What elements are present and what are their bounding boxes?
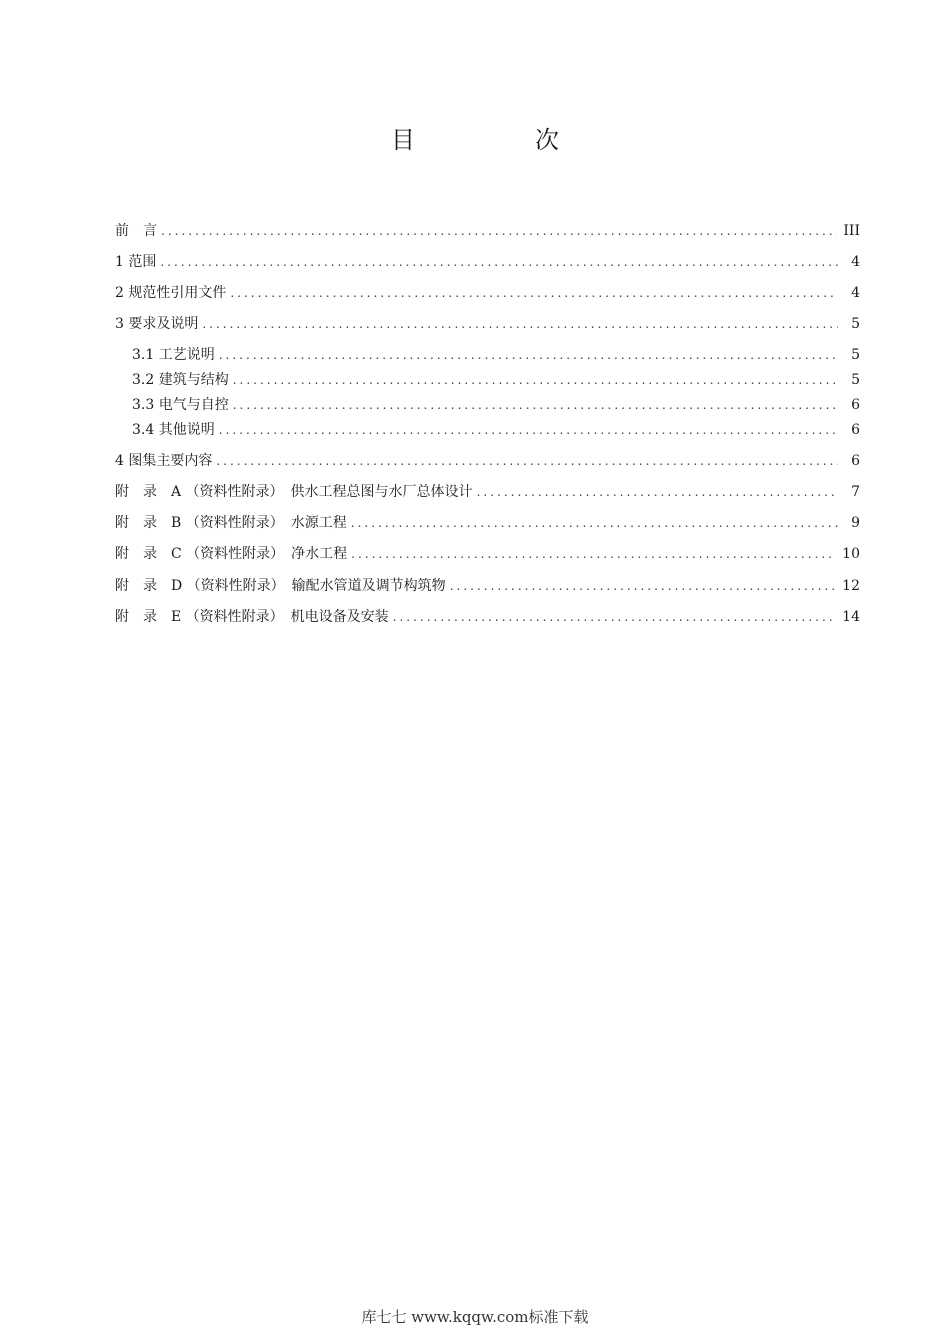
toc-entry-page-number: 6	[851, 453, 860, 469]
toc-entry-page-number: 4	[851, 254, 860, 270]
toc-entry-page-number: 7	[851, 484, 860, 500]
toc-leader-dots	[351, 512, 838, 534]
toc-leader-dots	[230, 282, 838, 304]
toc-leader-dots	[393, 606, 837, 628]
toc-entry[interactable]	[115, 220, 860, 242]
toc-title: 目 次	[391, 126, 607, 154]
toc-leader-dots	[219, 419, 838, 441]
toc-entry-page-number: 5	[851, 347, 860, 363]
toc-entry[interactable]	[115, 543, 860, 565]
toc-entry[interactable]	[115, 575, 860, 597]
toc-entry[interactable]	[115, 394, 860, 416]
toc-entry-page-number: 10	[842, 546, 860, 562]
toc-entry-page-number: 4	[851, 285, 860, 301]
toc-leader-dots	[202, 313, 838, 335]
toc-entry-label: 3 要求及说明	[115, 316, 199, 332]
toc-entry-page-number: 6	[851, 397, 860, 413]
toc-entry[interactable]	[115, 512, 860, 534]
page-footer: 库七七 www.kqqw.com标准下载	[361, 1308, 589, 1326]
toc-entry-label: 4 图集主要内容	[115, 453, 213, 469]
toc-entry[interactable]	[115, 313, 860, 335]
toc-leader-dots	[216, 450, 838, 472]
toc-entry-label: 3.3 电气与自控	[132, 397, 229, 413]
toc-entry[interactable]	[115, 606, 860, 628]
toc-entry[interactable]	[115, 419, 860, 441]
toc-entry-page-number: III	[843, 223, 860, 239]
toc-entry-label: 附 录 B （资料性附录） 水源工程	[115, 515, 347, 531]
toc-entry-label: 2 规范性引用文件	[115, 285, 227, 301]
table-of-contents	[115, 220, 860, 628]
toc-leader-dots	[233, 394, 838, 416]
toc-entry-page-number: 12	[842, 578, 860, 594]
toc-entry-label: 3.1 工艺说明	[132, 347, 215, 363]
toc-entry[interactable]	[115, 481, 860, 503]
toc-entry-label: 1 范围	[115, 254, 157, 270]
toc-entry-page-number: 9	[851, 515, 860, 531]
toc-leader-dots	[233, 369, 838, 391]
toc-entry-page-number: 5	[851, 372, 860, 388]
toc-leader-dots	[160, 251, 838, 273]
toc-leader-dots	[477, 481, 838, 503]
toc-entry[interactable]	[115, 251, 860, 273]
toc-entry-label: 附 录 E （资料性附录） 机电设备及安装	[115, 609, 389, 625]
toc-entry-page-number: 5	[851, 316, 860, 332]
toc-entry[interactable]	[115, 282, 860, 304]
toc-entry[interactable]	[115, 369, 860, 391]
toc-entry[interactable]	[115, 344, 860, 366]
toc-entry-label: 前 言	[115, 223, 157, 239]
toc-entry-page-number: 6	[851, 422, 860, 438]
toc-entry[interactable]	[115, 450, 860, 472]
toc-entry-page-number: 14	[842, 609, 860, 625]
toc-entry-label: 附 录 A （资料性附录） 供水工程总图与水厂总体设计	[115, 484, 473, 500]
toc-entry-label: 附 录 C （资料性附录） 净水工程	[115, 546, 348, 562]
toc-leader-dots	[161, 220, 837, 242]
toc-leader-dots	[450, 575, 836, 597]
toc-leader-dots	[219, 344, 838, 366]
toc-entry-label: 3.2 建筑与结构	[132, 372, 229, 388]
toc-entry-label: 附 录 D （资料性附录） 输配水管道及调节构筑物	[115, 578, 446, 594]
toc-leader-dots	[351, 543, 836, 565]
toc-entry-label: 3.4 其他说明	[132, 422, 215, 438]
